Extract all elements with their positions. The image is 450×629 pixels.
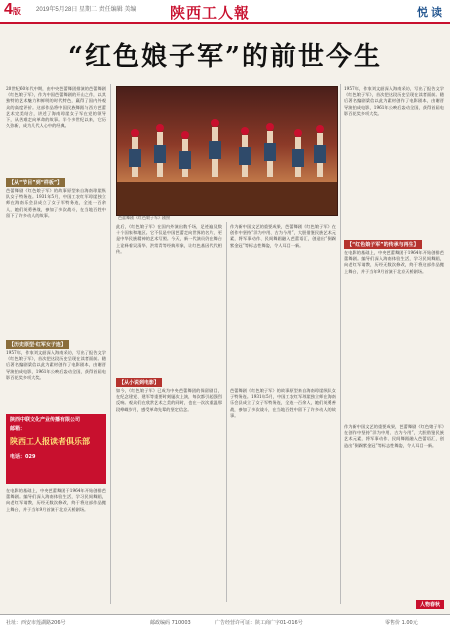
issue-meta: 2019年5月28日 星期二 责任编辑 美编 xyxy=(36,7,137,13)
subhead-4: 【“红色娘子军”的传承与再生】 xyxy=(344,240,422,249)
headline: “红色娘子军”的前世今生 xyxy=(68,42,382,72)
newspaper-brand: 陕西工人報 xyxy=(170,6,251,22)
ballet-dancers-illustration xyxy=(117,87,337,215)
section-title: 悦 读 xyxy=(416,7,442,19)
page-number: 4版 xyxy=(4,1,21,18)
article-column-8: 芭蕾舞剧《红色娘子军》的故事原型来自海南琼崖纵队女子特务连。1931年5月，中国工农红军琼崖独立师在海南乐会县成立了女子军特务连，全连一百余人，她们英勇善战，参加了多次战斗，在当地百姓中留下了许多动人的故事。 xyxy=(230,388,336,418)
footer-address: 社址：西安市莲湖路206号 xyxy=(6,620,66,626)
masthead xyxy=(0,0,450,24)
advertisement-box xyxy=(6,414,106,484)
article-column-4: 在电影的基础上，中央芭蕾舞团于1964年开始创排芭蕾舞剧。编导们深入海南体验生活，学习民间舞蹈，向老红军请教，历经无数次修改，终于将这部作品搬上舞台，并于当年9月首演于北京天桥剧场。 xyxy=(6,488,106,512)
column-rule-1 xyxy=(110,84,111,604)
article-column-5: 此后，《红色娘子军》在国内外演出数千场，足迹遍及数十个国家和地区。它不仅是中国芭蕾走向世界的名片，更是中华民族精神的艺术写照。今天，新一代演员仍在舞台上诠释着吴清华、洪常青等经典形象，让红色基因代代相传。 xyxy=(116,224,222,254)
page-footer xyxy=(0,614,450,629)
stage-photo xyxy=(116,86,338,216)
subhead-3: 【从小说到电影】 xyxy=(116,378,162,387)
article-column-2: 芭蕾舞剧《红色娘子军》的故事原型来自海南琼崖纵队女子特务连。1931年5月，中国工农红军琼崖独立师在海南乐会县成立了女子军特务连，全连一百余人，她们英勇善战，参加了多次战斗，在当地百姓中留下了许多动人的故事。 xyxy=(6,188,106,218)
subhead-1: 【从“节目”到“样板”】 xyxy=(6,178,65,187)
footer-postcode: 邮政编码 710003 xyxy=(150,620,191,626)
article-column-6: 作为新中国文艺的重要成果，芭蕾舞剧《红色娘子军》在创作中坚持“洋为中用、古为今用”，大胆借鉴民族艺术元素，将军事动作、民间舞蹈融入芭蕾语汇，创造出“倒踢紫金冠”等标志性舞姿，令人耳目一新。 xyxy=(230,224,336,248)
footer-license: 广告经营许可证：陕工商广字01-016号 xyxy=(215,620,303,626)
article-column-7: 如今，《红色娘子军》已成为中央芭蕾舞团的保留剧目，在纪念建党、建军等重要时刻屡次上演，每次都引起强烈反响。观众们在欣赏艺术之美的同时，也在一次次重温那段峥嵘岁月，感受革命先辈的坚定信念。 xyxy=(116,388,222,412)
article-column-10: 在电影的基础上，中央芭蕾舞团于1964年开始创排芭蕾舞剧。编导们深入海南体验生活，学习民间舞蹈，向老红军请教，历经无数次修改，终于将这部作品搬上舞台，并于当年9月首演于北京天桥剧场。 xyxy=(344,250,444,274)
ad-phone: 电话：029 xyxy=(10,454,36,460)
article-column-3: 1957年，作家刘文韶深入海南采访，写出了报告文学《红色娘子军》，首次把这段历史呈现在读者面前。随后著名编剧梁信以此为素材创作了电影剧本，由谢晋导演拍成电影，1961年公映后轰动全国，获得首届电影百花奖多项大奖。 xyxy=(6,350,106,380)
column-tag: 人物春秋 xyxy=(416,600,444,609)
article-column-9: 1957年，作家刘文韶深入海南采访，写出了报告文学《红色娘子军》，首次把这段历史呈现在读者面前。随后著名编剧梁信以此为素材创作了电影剧本，由谢晋导演拍成电影，1961年公映后轰动全国，获得首届电影百花奖多项大奖。 xyxy=(344,86,444,116)
footer-price: 零售价 1.00元 xyxy=(385,620,418,626)
column-rule-3 xyxy=(340,84,341,604)
subhead-2: 【历史原型·红军女子连】 xyxy=(6,340,69,349)
article-column-1: 20世纪60年代中期，由中央芭蕾舞团排演的芭蕾舞剧《红色娘子军》，作为中国芭蕾舞剧的开山之作，以其独特的艺术魅力和鲜明的时代特色，赢得了国内外观众的高度评价。这部作品将中国民族舞蹈与西方芭蕾艺术完美结合，讲述了海南琼崖女子军在党的领导下，从苦难走向革命的故事。半个多世纪以来，它历久弥新，成为几代人心中的经典。 xyxy=(6,86,106,129)
ad-email: 邮箱： xyxy=(10,426,26,432)
article-column-11: 作为新中国文艺的重要成果，芭蕾舞剧《红色娘子军》在创作中坚持“洋为中用、古为今用”，大胆借鉴民族艺术元素，将军事动作、民间舞蹈融入芭蕾语汇，创造出“倒踢紫金冠”等标志性舞姿，令人耳目一新。 xyxy=(344,424,444,448)
ad-company: 陕西中联文化产业传播有限公司 xyxy=(10,417,81,423)
column-rule-2 xyxy=(226,222,227,602)
ad-club: 陕西工人报读者俱乐部 xyxy=(10,437,90,446)
photo-caption: 芭蕾舞剧《红色娘子军》剧照 xyxy=(118,215,170,220)
